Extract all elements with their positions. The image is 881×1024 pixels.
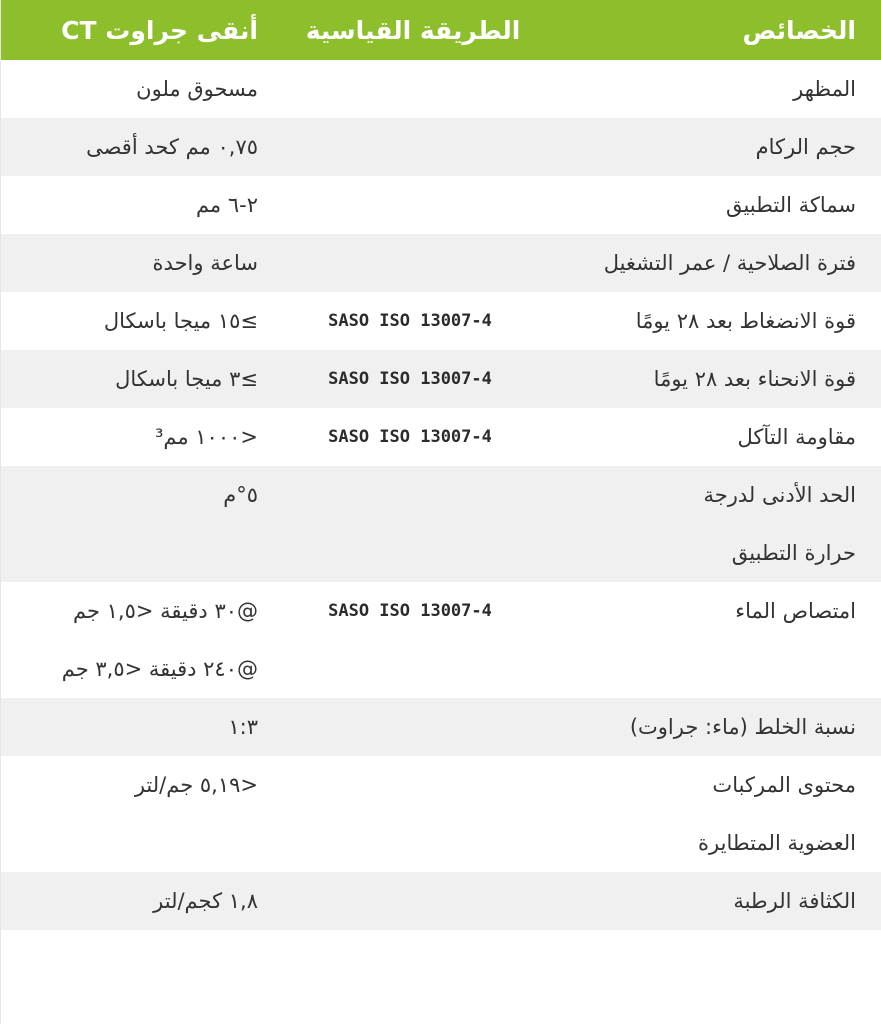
table-row [1,756,881,872]
property-text: المظهر [793,77,856,101]
method-cell [272,872,562,930]
value-cell [1,698,272,756]
value-text-line-2: @٢٤٠ دقيقة <٣,٥ جم [61,657,258,681]
value-text: <١٠٠٠ مم³ [154,425,258,449]
value-cell [1,756,272,872]
value-text: مسحوق ملون [136,77,258,101]
method-cell [272,118,562,176]
table-row [1,698,881,756]
property-text: سماكة التطبيق [725,193,856,217]
property-cell [562,756,881,872]
header-value: أنقى جراوت CT [61,15,258,45]
table-row [1,292,881,350]
property-text: فترة الصلاحية / عمر التشغيل [603,251,856,275]
value-cell [1,466,272,582]
property-text: نسبة الخلط (ماء: جراوت) [629,715,856,739]
property-cell [562,872,881,930]
value-text: ٥°م [223,483,258,507]
property-text-line-2: العضوية المتطايرة [698,831,856,855]
value-cell [1,176,272,234]
table-row [1,60,881,118]
table-row [1,350,881,408]
property-text: مقاومة التآكل [737,425,856,449]
value-cell [1,292,272,350]
value-cell [1,872,272,930]
property-text-line-1: محتوى المركبات [712,773,856,797]
method-cell [272,466,562,582]
table-header-row [1,0,881,60]
property-text: امتصاص الماء [735,599,856,623]
method-cell [272,234,562,292]
method-cell [272,60,562,118]
method-cell: SASO ISO 13007-4 [272,408,562,466]
method-text: SASO ISO 13007-4 [328,601,492,621]
value-text-line-1: @٣٠ دقيقة <١,٥ جم [73,599,258,623]
method-cell [272,756,562,872]
method-cell [272,176,562,234]
property-cell [562,234,881,292]
property-cell [562,408,881,466]
table-row [1,466,881,582]
property-cell [562,118,881,176]
property-cell [562,582,881,698]
value-text: ≥١٥ ميجا باسكال [103,309,258,333]
method-cell [272,698,562,756]
property-cell [562,350,881,408]
specifications-table [1,0,881,930]
property-text: الكثافة الرطبة [733,889,856,913]
property-cell [562,176,881,234]
value-text: ٠,٧٥ مم كحد أقصى [86,135,258,159]
table-row [1,872,881,930]
table-row [1,408,881,466]
property-text: قوة الانحناء بعد ٢٨ يومًا [653,367,856,391]
value-cell [1,350,272,408]
method-cell [272,582,562,698]
value-text: <٥,١٩ جم/لتر [134,773,258,797]
value-cell [1,118,272,176]
value-text: ١,٨ كجم/لتر [153,889,258,913]
value-text: ١:٣ [228,715,258,739]
property-text: قوة الانضغاط بعد ٢٨ يومًا [635,309,856,333]
value-text: ٢-٦ مم [195,193,258,217]
table-row [1,118,881,176]
property-cell [562,466,881,582]
property-text-line-1: الحد الأدنى لدرجة [703,483,856,507]
value-text: ≥٣ ميجا باسكال [115,367,258,391]
table-row [1,234,881,292]
property-text-line-2: حرارة التطبيق [731,541,856,565]
method-cell: SASO ISO 13007-4 [272,350,562,408]
value-cell [1,582,272,698]
property-cell [562,60,881,118]
property-cell [562,292,881,350]
header-property: الخصائص [742,15,856,45]
property-text: حجم الركام [755,135,856,159]
header-method: الطريقة القياسية [305,15,521,45]
value-cell [1,60,272,118]
value-cell [1,234,272,292]
value-cell [1,408,272,466]
method-cell: SASO ISO 13007-4 [272,292,562,350]
property-cell [562,698,881,756]
table-row [1,176,881,234]
value-text: ساعة واحدة [152,251,258,275]
table-row [1,582,881,698]
